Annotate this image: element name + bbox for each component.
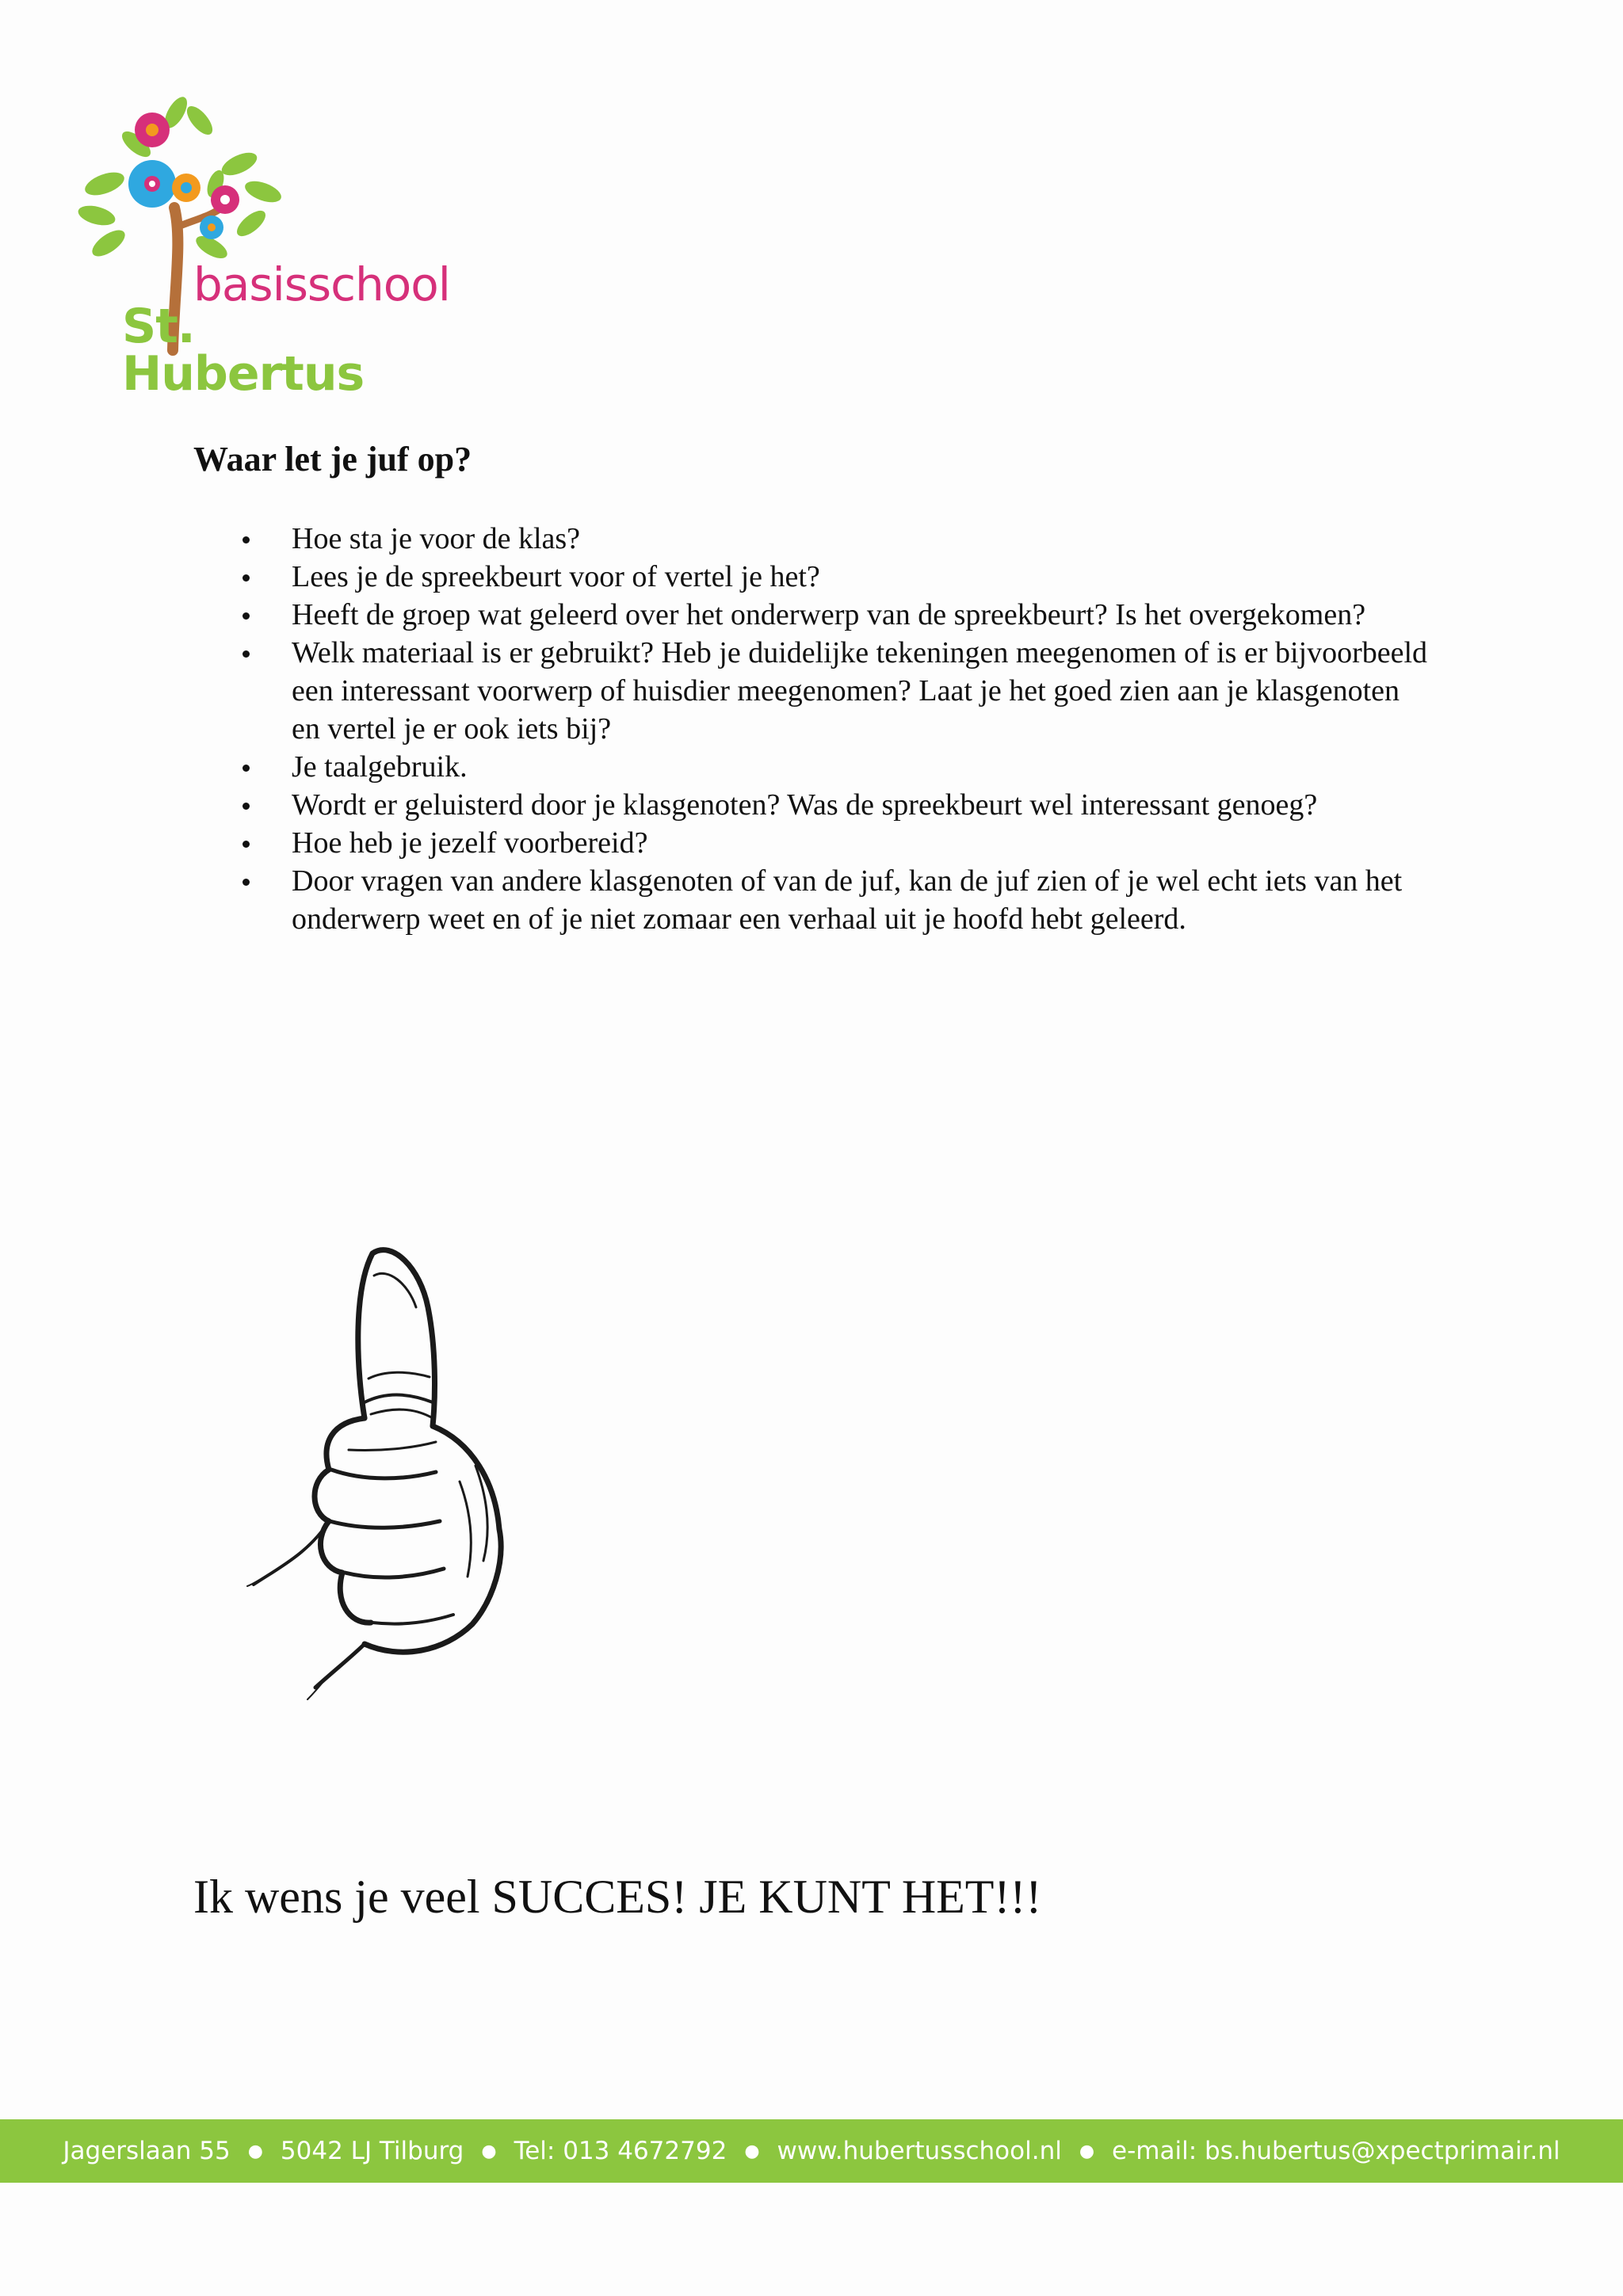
bullet-icon	[242, 536, 250, 543]
logo-line-basisschool: basisschool	[193, 257, 450, 311]
list-item-text: Hoe sta je voor de klas?	[292, 522, 581, 555]
separator-dot-icon: ●	[247, 2141, 263, 2161]
list-item	[193, 824, 1430, 862]
list-item	[193, 558, 1430, 596]
list-item	[193, 748, 1430, 786]
list-item-text: Welk materiaal is er gebruikt? Heb je duidelijke tekeningen meegenomen of is er bijvoorbeeld een interessant voorwerp of huisdier meegenomen? Laat je het goed zien aan je klasgenoten en vertel je er ook iets bij?	[292, 636, 1428, 746]
bullet-icon	[242, 612, 250, 620]
thumbs-up-icon	[246, 1244, 531, 1703]
list-item-text: Heeft de groep wat geleerd over het onderwerp van de spreekbeurt? Is het overgekomen?	[292, 598, 1366, 631]
list-item-text: Lees je de spreekbeurt voor of vertel je het?	[292, 560, 820, 593]
thumbs-up-illustration	[246, 1244, 531, 1703]
footer-bar	[0, 2119, 1623, 2183]
bullet-icon	[242, 574, 250, 582]
bullet-icon	[242, 765, 250, 772]
separator-dot-icon: ●	[744, 2141, 760, 2161]
footer-email-link[interactable]: e-mail: bs.hubertus@xpectprimair.nl	[1112, 2137, 1560, 2165]
list-item-text: Je taalgebruik.	[292, 750, 468, 784]
list-item-text: Wordt er geluisterd door je klasgenoten? Was de spreekbeurt wel interessant genoeg?	[292, 788, 1318, 822]
footer-website-link[interactable]: www.hubertusschool.nl	[777, 2137, 1062, 2165]
separator-dot-icon: ●	[481, 2141, 497, 2161]
list-item	[193, 862, 1430, 938]
list-item-text: Hoe heb je jezelf voorbereid?	[292, 826, 648, 860]
list-item	[193, 596, 1430, 634]
list-item	[193, 786, 1430, 824]
footer-address: Jagerslaan 55	[63, 2137, 231, 2165]
school-logo	[73, 89, 450, 402]
separator-dot-icon: ●	[1079, 2141, 1095, 2161]
bullet-icon	[242, 650, 250, 658]
footer-city: 5042 LJ Tilburg	[280, 2137, 464, 2165]
list-item-text: Door vragen van andere klasgenoten of van de juf, kan de juf zien of je wel echt iets van het onderwerp weet en of je niet zomaar een verhaal uit je hoofd hebt geleerd.	[292, 864, 1403, 936]
closing-message: Ik wens je veel SUCCES! JE KUNT HET!!!	[193, 1871, 1042, 1923]
footer-phone: Tel: 013 4672792	[514, 2137, 727, 2165]
logo-line-school-name: St. Hubertus	[122, 299, 365, 402]
list-item	[193, 634, 1430, 748]
bullet-icon	[242, 841, 250, 848]
list-item	[193, 520, 1430, 558]
bullet-icon	[242, 803, 250, 810]
criteria-list	[193, 520, 1430, 938]
section-heading: Waar let je juf op?	[193, 440, 472, 479]
bullet-icon	[242, 879, 250, 886]
